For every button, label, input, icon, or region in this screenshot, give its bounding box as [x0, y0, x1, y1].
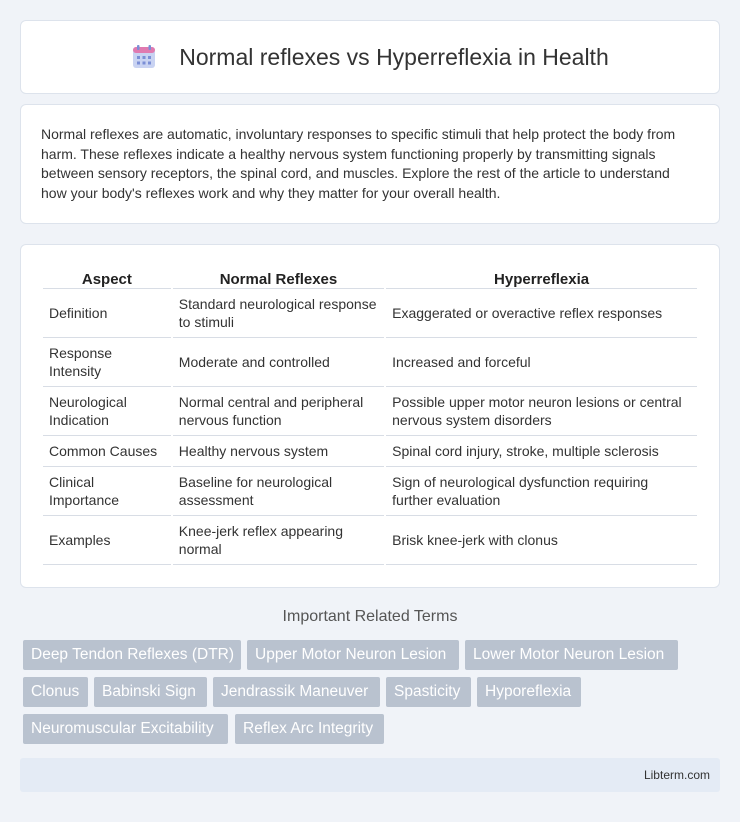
table-cell: Clinical Importance — [43, 467, 171, 516]
table-cell: Common Causes — [43, 436, 171, 467]
tag-babinski-sign[interactable]: Babinski Sign — [94, 677, 207, 707]
table-cell: Healthy nervous system — [173, 436, 384, 467]
footer-site-link[interactable]: Libterm.com — [643, 768, 710, 782]
table-cell: Normal central and peripheral nervous function — [173, 387, 384, 436]
tag-upper-motor-neuron-lesion[interactable]: Upper Motor Neuron Lesion — [247, 640, 459, 670]
tag-lower-motor-neuron-lesion[interactable]: Lower Motor Neuron Lesion — [465, 640, 678, 670]
tag-neuromuscular-excitability[interactable]: Neuromuscular Excitability — [23, 714, 228, 744]
related-terms-title: Important Related Terms — [282, 608, 458, 625]
table-cell: Baseline for neurological assessment — [173, 467, 384, 516]
table-cell: Spinal cord injury, stroke, multiple sclerosis — [386, 436, 697, 467]
tag-spasticity[interactable]: Spasticity — [386, 677, 471, 707]
page-title: Normal reflexes vs Hyperreflexia in Health — [179, 43, 609, 70]
tag-reflex-arc-integrity[interactable]: Reflex Arc Integrity — [235, 714, 384, 744]
table-cell: Moderate and controlled — [173, 338, 384, 387]
column-header: Hyperreflexia — [386, 265, 697, 289]
tag-clonus[interactable]: Clonus — [23, 677, 88, 707]
table-header-row — [43, 265, 697, 289]
intro-card — [20, 104, 720, 224]
table-cell: Examples — [43, 516, 171, 565]
header-card — [20, 20, 720, 94]
footer — [20, 758, 720, 792]
table-cell: Increased and forceful — [386, 338, 697, 387]
table-cell: Brisk knee-jerk with clonus — [386, 516, 697, 565]
table-cell: Response Intensity — [43, 338, 171, 387]
comparison-table — [41, 265, 699, 565]
table-cell: Neurological Indication — [43, 387, 171, 436]
table-cell: Possible upper motor neuron lesions or central nervous system disorders — [386, 387, 697, 436]
table-row — [43, 467, 697, 516]
table-row — [43, 338, 697, 387]
table-row — [43, 436, 697, 467]
column-header: Normal Reflexes — [173, 265, 384, 289]
tag-jendrassik-maneuver[interactable]: Jendrassik Maneuver — [213, 677, 380, 707]
intro-text: Normal reflexes are automatic, involuntary responses to specific stimuli that help protect the body from harm. These reflexes indicate a healthy nervous system functioning properly by transmitting signals between sensory receptors, the spinal cord, and muscles. Explore the rest of the article to understand how your body's reflexes work and why they matter for your overall health. — [41, 126, 676, 201]
tag-deep-tendon-reflexes[interactable]: Deep Tendon Reflexes (DTR) — [23, 640, 241, 670]
table-cell: Sign of neurological dysfunction requiring further evaluation — [386, 467, 697, 516]
table-cell: Knee-jerk reflex appearing normal — [173, 516, 384, 565]
comparison-card — [20, 244, 720, 588]
tag-hyporeflexia[interactable]: Hyporeflexia — [477, 677, 581, 707]
calendar-icon — [131, 44, 157, 70]
table-cell: Definition — [43, 289, 171, 338]
table-cell: Exaggerated or overactive reflex responses — [386, 289, 697, 338]
table-row — [43, 387, 697, 436]
column-header: Aspect — [43, 265, 171, 289]
table-cell: Standard neurological response to stimuli — [173, 289, 384, 338]
table-row — [43, 289, 697, 338]
table-row — [43, 516, 697, 565]
